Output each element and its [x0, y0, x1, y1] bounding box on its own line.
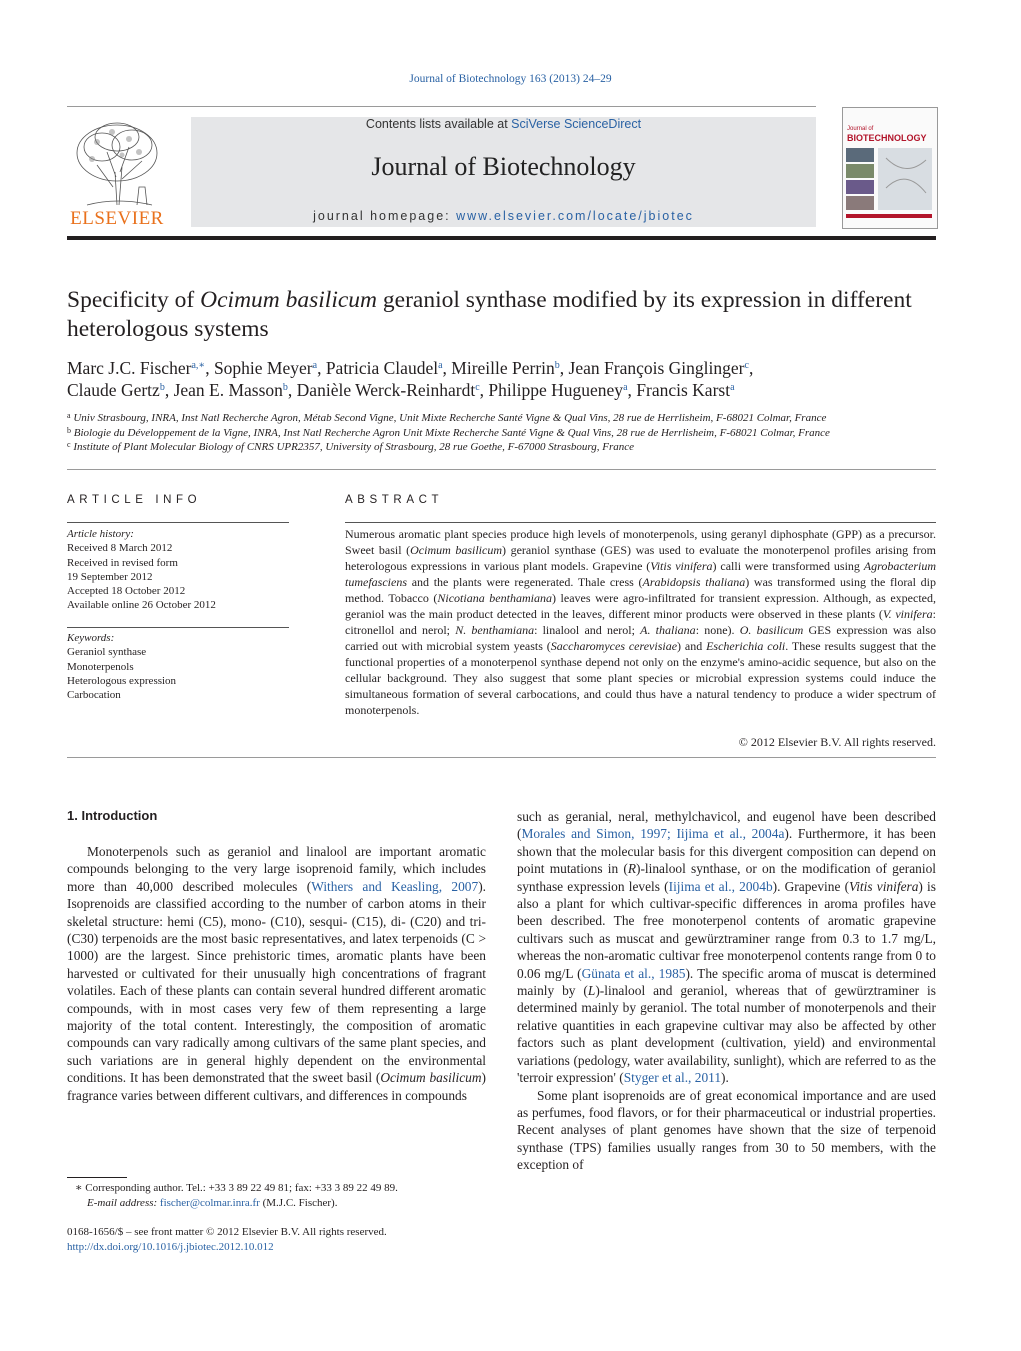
text-run: ). The specific aroma of muscat is determined mainly by ( [517, 965, 936, 999]
author-list [67, 357, 936, 401]
title-part-1: Specificity of [67, 287, 201, 313]
author-separator: , [317, 358, 326, 378]
italic-term: N. benthamiana [455, 623, 535, 637]
cover-title-large: BIOTECHNOLOGY [847, 133, 927, 143]
italic-term: O. basilicum [739, 623, 804, 637]
affiliation-line [67, 426, 936, 441]
author-name: Jean François Ginglinger [568, 358, 745, 378]
author-affiliation-marker[interactable]: c [744, 360, 749, 371]
affiliation-text: Univ Strasbourg, INRA, Inst Natl Recherche Agron, Métab Second Vigne, Unit Mixte Recherche Santé Vigne & Qual Vins, 28 rue de Herrlisheim, F-68021 Colmar, France [70, 412, 827, 424]
text-run: ). Furthermore, it has been shown that the molecular basis for this divergent composition can depend on point mutations in ( [517, 826, 936, 877]
author-name: Francis Karst [636, 380, 731, 400]
text-run: such as geranial, neral, methylchavicol, and eugenol have been described ( [517, 809, 936, 842]
text-run: ) was transformed using the floral dip method. Tobacco ( [345, 575, 936, 605]
header-thick-rule [67, 236, 936, 240]
elsevier-logo-text: ELSEVIER [70, 208, 164, 229]
abstract-end-rule [67, 757, 936, 758]
body-column-left [67, 843, 486, 1104]
article-title [67, 286, 936, 344]
affiliation-line [67, 411, 936, 426]
italic-term: L [587, 983, 596, 999]
email-link[interactable]: fischer@colmar.inra.fr [159, 1196, 260, 1209]
homepage-prefix: journal homepage: [313, 209, 457, 223]
text-run: ). [721, 1070, 729, 1086]
keyword-item: Heterologous expression [67, 674, 177, 687]
affiliation-rule [67, 469, 936, 470]
email-suffix: (M.J.C. Fischer). [259, 1196, 338, 1209]
affiliation-marker: c [67, 440, 71, 449]
cover-image-icon [846, 148, 934, 226]
keyword-item: Geraniol synthase [67, 646, 147, 659]
text-run: and the plants were regenerated. Thale cress ( [407, 575, 643, 589]
text-run: ) geraniol synthase (GES) was used to evaluate the monoterpenol profiles arising from heterologous expressions in various plant models. Grapevine ( [345, 543, 936, 573]
article-info-heading: ARTICLE INFO [67, 494, 202, 506]
text-run: ) fragrance varies between different cultivars, and differences in compounds [67, 1070, 487, 1103]
affiliation-text: Biologie du Développement de la Vigne, INRA, Inst Natl Recherche Agron Unit Mixte Recherche Santé Vigne & Qual Vins, 28 rue de Herrlisheim, F-68021 Colmar, France [71, 426, 830, 439]
italic-term: Arabidopsis thaliana [642, 575, 746, 589]
intro-paragraph-1 [67, 843, 486, 1104]
title-italic: Ocimum basilicum [200, 287, 378, 313]
history-item: Received 8 March 2012 [67, 542, 173, 555]
abstract-rule [345, 522, 936, 523]
footnote-email-line [67, 1196, 487, 1211]
keywords [67, 631, 289, 702]
author-name: Marc J.C. Fischer [67, 358, 192, 378]
history-item: Available online 26 October 2012 [67, 599, 216, 612]
journal-name: Journal of Biotechnology [371, 152, 636, 181]
footnote-rule [67, 1177, 127, 1178]
text-run: : none). [695, 623, 740, 637]
author-separator: , [627, 380, 637, 400]
text-run: ) leaves were agro-infiltrated for transient expression. Although, as expected, geraniol was the main product detected in the leaves, different minor products were observed in these plants ( [345, 591, 936, 621]
journal-cover-thumbnail [842, 107, 938, 229]
text-run: Monoterpenols such as geraniol and linalool are important aromatic compounds belonging to the very large isoprenoid family, which includes more than 40,000 described molecules ( [67, 844, 486, 894]
doi-link[interactable]: http://dx.doi.org/10.1016/j.jbiotec.2012.10.012 [67, 1240, 274, 1253]
affiliation-text: Institute of Plant Molecular Biology of CNRS UPR2357, University of Strasbourg, 28 rue Goethe, F-67000 Strasbourg, France [70, 441, 635, 453]
journal-citation[interactable]: Journal of Biotechnology 163 (2013) 24–29 [409, 73, 612, 85]
italic-term: Nicotiana benthamiana [437, 591, 552, 605]
title-part-2: geraniol synthase modified by its expression in different heterologous systems [67, 287, 912, 342]
author-name: Patricia Claudel [325, 358, 439, 378]
contents-prefix: Contents lists available at [365, 117, 512, 131]
text-run: : citronellol and nerol; [345, 607, 936, 637]
text-run: )-linalool and geraniol, whereas that of gewürztraminer is determined mainly by geraniol. The total number of monoterpenols and their relative quantities in each grapevine cultivar may also be affected by other factors such as plant development (cultivation, yield) and environmental variations (pedology, water availability, sunlight), which are referred to as the 'terroir expression' ( [517, 983, 936, 1086]
keyword-list [67, 645, 289, 702]
homepage-line [191, 209, 816, 223]
affiliations [67, 411, 936, 455]
cover-title-small: Journal of [847, 126, 874, 132]
history-label: Article history: [67, 528, 134, 540]
italic-term: Saccharomyces cerevisiae [550, 639, 678, 653]
author-name: Sophie Meyer [213, 358, 313, 378]
italic-term: Vitis vinifera [650, 559, 713, 573]
author-separator: , [748, 358, 754, 378]
homepage-link[interactable]: www.elsevier.com/locate/jbiotec [456, 209, 694, 223]
abstract-heading: ABSTRACT [345, 494, 444, 506]
history-list [67, 541, 289, 612]
italic-term: Vitis vinifera [849, 878, 919, 894]
citation-link[interactable]: Günata et al., 1985 [581, 965, 686, 981]
author-affiliation-marker[interactable]: a,∗ [191, 360, 206, 371]
article-history [67, 527, 289, 613]
keyword-item: Monoterpenols [67, 660, 134, 673]
affiliation-line [67, 440, 936, 455]
italic-term: Escherichia coli [706, 639, 786, 653]
author-affiliation-marker[interactable]: a [623, 382, 628, 393]
italic-term: A. thaliana [640, 623, 696, 637]
history-item: Received in revised form [67, 556, 178, 569]
article-info-rule [67, 522, 289, 523]
author-name: Mireille Perrin [451, 358, 555, 378]
history-item: 19 September 2012 [67, 570, 153, 583]
text-run: ) calli were transformed using [712, 559, 864, 573]
italic-term: Agrobacterium tumefasciens [345, 559, 936, 589]
author-affiliation-marker[interactable]: b [159, 382, 165, 393]
email-label: E-mail address: [87, 1196, 158, 1209]
history-item: Accepted 18 October 2012 [67, 585, 186, 598]
text-run: . These results suggest that the functional properties of a monoterpenol synthase depend not only on the enzyme's amino-acidic sequence, but also on the cellular background. They also suggest that some plant species or microbial expression systems could induce the simultaneous formation of several carbocations, and could thus have a natural tendency to produce a wider spectrum of monoterpenols. [345, 639, 937, 717]
front-matter [67, 1225, 487, 1254]
affiliation-marker: a [67, 411, 71, 420]
text-run: GES expression was also carried out with microbial system yeasts ( [345, 623, 937, 653]
citation-link[interactable]: Styger et al., 2011 [623, 1070, 722, 1086]
text-run: ). Isoprenoids are classified according to the number of carbon atoms in their skeletal structure: hemi (C5), mono- (C10), sesqui- (C15), di- (C20) and tri- (C30) terpenoids are the most basic representatives, and latex terpenoids (C > 1000) are the largest. Since prehistoric times, aromatic plants have been harvested or cultivated for their unusually high concentrations of fragrant volatiles. Each of these plants can contain several hundred different aromatic compounds, with in most cases very few of them representing a large majority of the total content. Interestingly, the composition of aromatic compounds can vary radically among cultivars of the same plant species, and such variations are in general highly dependent on the environmental conditions. It has been demonstrated that the sweet basil ( [67, 878, 487, 1086]
author-separator: , [479, 380, 489, 400]
author-name: Jean E. Masson [173, 380, 283, 400]
text-run: Numerous aromatic plant species produce high levels of monoterpenols, using geranyl diphosphate (GPP) as a precursor. Sweet basil ( [345, 527, 936, 557]
author-affiliation-marker[interactable]: b [282, 382, 288, 393]
author-affiliation-marker[interactable]: a [312, 360, 318, 371]
body-column-right [517, 808, 936, 1174]
citation-link[interactable]: Iijima et al., 2004b [668, 878, 773, 894]
intro-paragraph-2 [517, 1087, 936, 1174]
abstract-copyright: © 2012 Elsevier B.V. All rights reserved. [738, 735, 936, 749]
contents-line [191, 117, 816, 131]
keywords-rule [67, 627, 289, 628]
author-separator: , [205, 358, 214, 378]
affiliation-marker: b [67, 425, 71, 435]
text-run: ). Grapevine ( [772, 878, 850, 894]
text-run: )-linalool synthase, or on the modification of geraniol synthase expression levels ( [517, 861, 936, 894]
italic-term: R [627, 861, 636, 877]
sciencedirect-link[interactable]: SciVerse ScienceDirect [511, 117, 642, 131]
introduction-heading: 1. Introduction [67, 808, 158, 823]
author-separator: , [164, 380, 174, 400]
keywords-label: Keywords: [67, 632, 115, 644]
footnote-line: ∗ Corresponding author. Tel.: +33 3 89 22 49 81; fax: +33 3 89 22 49 89. [75, 1182, 398, 1194]
intro-paragraph-1-cont [517, 808, 936, 1087]
author-separator: , [559, 358, 569, 378]
author-separator: , [442, 358, 452, 378]
author-affiliation-marker[interactable]: a [438, 360, 443, 371]
text-run: Some plant isoprenoids are of great economical importance and are used as perfumes, food flavors, or for their pharmaceutical or industrial properties. Recent analyses of plant genomes have shown that the size of terpenoid synthase (TPS) families usually ranges from 30 to 50 members, with the exception of [517, 1087, 936, 1173]
author-affiliation-marker[interactable]: a [730, 382, 735, 393]
author-separator: , [287, 380, 297, 400]
italic-term: Ocimum basilicum [410, 543, 503, 557]
text-run: : linalool and nerol; [534, 623, 641, 637]
author-name: Danièle Werck-Reinhardt [296, 380, 476, 400]
author-name: Claude Gertz [67, 380, 160, 400]
keyword-item: Carbocation [67, 689, 121, 702]
author-affiliation-marker[interactable]: b [554, 360, 560, 371]
text-run: ) is also a plant for which cultivar-specific differences in aroma profiles have been described. The free monoterpenol contents of aromatic grapevine cultivars such as muscat and gewürztraminer range from 0.3 to 1.7 mg/L, whereas the non-aromatic cultivar free monoterpenol contents range from 0 to 0.06 mg/L ( [517, 878, 936, 981]
corresponding-author-footnote [67, 1181, 487, 1210]
text-run: ) and [677, 639, 707, 653]
citation-link[interactable]: Morales and Simon, 1997; Iijima et al., 2004a [521, 826, 785, 842]
author-name: Philippe Hugueney [488, 380, 624, 400]
top-rule [67, 106, 816, 107]
abstract-text [345, 526, 936, 718]
italic-term: V. vinifera [882, 607, 933, 621]
issn-line: 0168-1656/$ – see front matter © 2012 Elsevier B.V. All rights reserved. [67, 1226, 387, 1238]
citation-link[interactable]: Withers and Keasling, 2007 [311, 878, 479, 894]
author-affiliation-marker[interactable]: c [475, 382, 480, 393]
italic-term: Ocimum basilicum [380, 1070, 482, 1086]
